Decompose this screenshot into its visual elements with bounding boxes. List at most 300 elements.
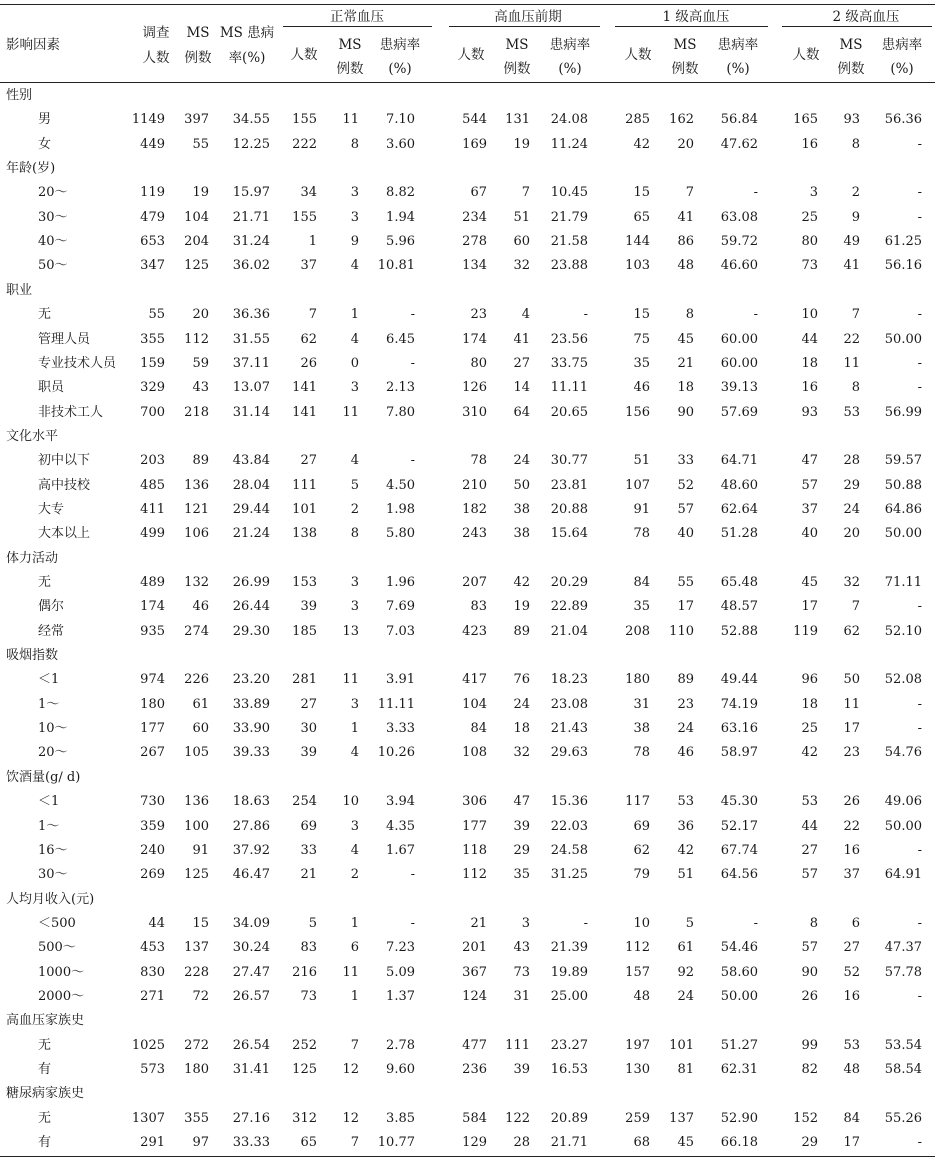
table-cell: 49.06 <box>884 794 922 810</box>
header-group-4: 2 级高血压 <box>832 9 900 25</box>
table-cell: 59.57 <box>884 453 922 469</box>
table-cell: 974 <box>140 672 165 688</box>
table-cell: 40 <box>801 526 818 542</box>
table-cell: 141 <box>292 380 317 396</box>
table-cell: 53 <box>843 404 860 420</box>
header-sub-rate-line2-1: (%) <box>388 61 412 77</box>
table-cell: 9 <box>851 209 860 225</box>
table-cell: 33.89 <box>232 696 270 712</box>
header-sub-ms-line2-2: 例数 <box>503 61 531 77</box>
table-cell: 15 <box>633 185 650 201</box>
table-cell: 355 <box>140 331 165 347</box>
section-title: 性别 <box>6 88 33 103</box>
table-cell: 240 <box>140 842 165 858</box>
table-cell: 64.86 <box>884 501 922 517</box>
table-bottom-rule <box>0 1156 935 1157</box>
table-cell: 60.00 <box>720 355 758 371</box>
table-cell: 27.86 <box>232 818 270 834</box>
table-cell: 7 <box>350 1037 359 1053</box>
table-cell: 64 <box>513 404 530 420</box>
table-cell: 19 <box>513 136 530 152</box>
table-cell: 69 <box>300 818 317 834</box>
table-cell: 5.80 <box>386 526 415 542</box>
table-cell: - <box>583 307 588 323</box>
table-cell: 29.44 <box>232 501 270 517</box>
table-cell: 50.00 <box>884 331 922 347</box>
table-cell: 73 <box>513 964 530 980</box>
table-cell: 7 <box>521 185 530 201</box>
table-cell: 80 <box>801 234 818 250</box>
table-cell: - <box>917 307 922 323</box>
table-cell: 20.29 <box>550 575 588 590</box>
table-cell: 1 <box>350 307 359 323</box>
header-ms_cases-line2: 例数 <box>184 50 212 66</box>
table-cell: 3 <box>521 915 530 931</box>
table-cell: 101 <box>669 1037 694 1053</box>
section-title: 体力活动 <box>6 550 59 566</box>
table-cell: 10.26 <box>377 745 415 761</box>
table-cell: 111 <box>505 1037 530 1053</box>
table-cell: 37 <box>300 258 317 274</box>
table-cell: 4 <box>521 307 530 323</box>
table-cell: 112 <box>184 331 209 347</box>
table-cell: 31 <box>513 988 530 1004</box>
header-sub-count-3: 人数 <box>624 47 652 63</box>
table-cell: 36.02 <box>232 258 270 274</box>
header-group-1: 正常血压 <box>330 9 384 25</box>
row-label: 40～ <box>38 234 68 250</box>
group-underline-4 <box>782 26 932 27</box>
table-cell: 3.33 <box>386 721 415 737</box>
table-cell: 104 <box>462 696 487 712</box>
row-label: ＜500 <box>38 915 76 931</box>
row-label: 高中技校 <box>38 477 91 493</box>
table-cell: - <box>917 380 922 396</box>
table-cell: 11 <box>342 672 359 688</box>
table-cell: 35 <box>633 355 650 371</box>
table-cell: 236 <box>462 1062 487 1077</box>
row-label: 职员 <box>38 380 65 396</box>
table-cell: 2.13 <box>386 380 415 396</box>
table-cell: 1.98 <box>386 501 415 517</box>
table-cell: 55 <box>677 575 694 590</box>
table-cell: 31.24 <box>232 234 270 250</box>
section-title: 吸烟指数 <box>6 648 59 664</box>
table-cell: 7 <box>851 599 860 615</box>
table-cell: - <box>917 842 922 858</box>
row-label: 10～ <box>38 721 68 737</box>
table-cell: 243 <box>462 526 487 542</box>
table-cell: - <box>917 185 922 201</box>
group-underline-1 <box>283 26 432 27</box>
header-ms_rate-line2: 率(%) <box>228 50 266 66</box>
table-cell: 23.20 <box>232 672 270 688</box>
table-cell: 174 <box>462 331 487 347</box>
table-cell: 89 <box>192 453 209 469</box>
table-cell: - <box>753 307 758 323</box>
row-label: 无 <box>38 1110 52 1126</box>
table-cell: 29.30 <box>232 623 270 639</box>
table-cell: 19 <box>513 599 530 615</box>
table-cell: 47 <box>513 794 530 810</box>
table-cell: 58.54 <box>884 1062 922 1077</box>
table-cell: 58.97 <box>720 745 758 761</box>
table-cell: 49.44 <box>720 672 758 688</box>
table-cell: 58.60 <box>720 964 758 980</box>
header-ms_rate-line1: MS 患病 <box>219 25 275 41</box>
table-cell: 117 <box>625 794 650 810</box>
table-cell: 52.88 <box>720 623 758 639</box>
table-cell: 3 <box>350 209 359 225</box>
table-cell: 285 <box>625 112 650 128</box>
table-cell: - <box>753 185 758 201</box>
table-cell: 39 <box>513 818 530 834</box>
table-cell: 57.69 <box>720 404 758 420</box>
table-cell: 41 <box>677 209 694 225</box>
table-cell: 6 <box>851 915 860 931</box>
table-cell: 25.00 <box>550 988 588 1004</box>
table-cell: 10.81 <box>377 258 415 274</box>
table-cell: 42 <box>677 842 694 858</box>
table-cell: 182 <box>462 501 487 517</box>
table-cell: 20 <box>192 307 209 323</box>
table-cell: 252 <box>292 1037 317 1053</box>
table-cell: 8.82 <box>386 185 415 201</box>
table-cell: 53.54 <box>884 1037 922 1053</box>
table-cell: 108 <box>462 745 487 761</box>
table-cell: 56.99 <box>884 404 922 420</box>
table-cell: 30.24 <box>232 940 270 956</box>
row-label: 20～ <box>38 185 68 201</box>
table-cell: - <box>917 696 922 712</box>
table-cell: 269 <box>140 867 165 883</box>
table-cell: 3 <box>350 185 359 201</box>
table-cell: 5.09 <box>386 964 415 980</box>
table-cell: 119 <box>793 623 818 639</box>
table-cell: 25 <box>801 721 818 737</box>
table-cell: 33 <box>677 453 694 469</box>
table-cell: 137 <box>669 1110 694 1126</box>
table-cell: 73 <box>801 258 818 274</box>
header-sub-ms-line2-3: 例数 <box>671 61 699 77</box>
table-cell: 197 <box>625 1037 650 1053</box>
table-cell: 218 <box>184 404 209 420</box>
table-cell: 359 <box>140 818 165 834</box>
table-cell: 101 <box>292 501 317 517</box>
table-cell: 132 <box>184 575 209 590</box>
table-cell: 53 <box>843 1037 860 1053</box>
table-cell: 8 <box>851 380 860 396</box>
table-cell: 1307 <box>131 1110 165 1126</box>
table-cell: 700 <box>140 404 165 420</box>
table-cell: 169 <box>462 136 487 152</box>
row-label: 500～ <box>38 940 76 956</box>
table-cell: 81 <box>677 1062 694 1077</box>
table-cell: 21 <box>677 355 694 371</box>
table-cell: 79 <box>633 867 650 883</box>
table-cell: 69 <box>633 818 650 834</box>
section-title: 年龄(岁) <box>6 161 56 177</box>
table-cell: 45 <box>677 331 694 347</box>
row-label: 20～ <box>38 745 68 761</box>
table-cell: 64.56 <box>720 867 758 883</box>
table-cell: 24.08 <box>550 112 588 128</box>
table-cell: 27 <box>843 940 860 956</box>
table-cell: 278 <box>462 234 487 250</box>
table-cell: 52.90 <box>720 1110 758 1126</box>
table-cell: 8 <box>350 526 359 542</box>
table-cell: 44 <box>148 915 165 931</box>
table-cell: 1149 <box>131 112 165 128</box>
table-cell: 3 <box>350 575 359 590</box>
table-cell: 17 <box>843 721 860 737</box>
section-title: 糖尿病家族史 <box>6 1086 85 1102</box>
table-cell: 130 <box>625 1062 650 1077</box>
table-cell: 27 <box>300 453 317 469</box>
table-cell: 33.90 <box>232 721 270 737</box>
table-cell: 21.39 <box>550 940 588 956</box>
table-cell: 267 <box>140 745 165 761</box>
table-cell: 21.58 <box>550 234 588 250</box>
table-cell: 91 <box>192 842 209 858</box>
table-cell: 61.25 <box>884 234 922 250</box>
header-sub-count-2: 人数 <box>457 47 485 63</box>
table-cell: 25 <box>801 209 818 225</box>
table-cell: 13 <box>342 623 359 639</box>
table-cell: 60 <box>513 234 530 250</box>
table-cell: 33 <box>300 842 317 858</box>
table-cell: 180 <box>184 1062 209 1077</box>
table-cell: 57 <box>801 940 818 956</box>
table-cell: 39.13 <box>720 380 758 396</box>
table-cell: 75 <box>633 331 650 347</box>
table-cell: 22 <box>843 331 860 347</box>
table-cell: 185 <box>292 623 317 639</box>
table-cell: 18.23 <box>550 672 588 688</box>
table-cell: 112 <box>625 940 650 956</box>
table-cell: 3.91 <box>386 672 415 688</box>
table-cell: 22.89 <box>550 599 588 615</box>
table-cell: 53 <box>801 794 818 810</box>
table-cell: 17 <box>677 599 694 615</box>
table-cell: 93 <box>843 112 860 128</box>
table-cell: 60.00 <box>720 331 758 347</box>
header-sub-rate-line1-2: 患病率 <box>549 37 591 53</box>
table-cell: 105 <box>184 745 209 761</box>
table-cell: 10.45 <box>550 185 588 201</box>
table-cell: 44 <box>801 818 818 834</box>
table-cell: 93 <box>801 404 818 420</box>
table-cell: 37 <box>843 867 860 883</box>
table-cell: 18 <box>513 721 530 737</box>
table-cell: 134 <box>462 258 487 274</box>
table-cell: 18.63 <box>232 794 270 810</box>
table-cell: 38 <box>633 721 650 737</box>
table-cell: 62 <box>633 842 650 858</box>
table-cell: 11.11 <box>377 696 415 712</box>
table-cell: 2 <box>851 185 860 201</box>
table-cell: 38 <box>513 501 530 517</box>
table-cell: 3 <box>809 185 818 201</box>
table-cell: 8 <box>809 915 818 931</box>
table-cell: 78 <box>633 526 650 542</box>
table-cell: 36.36 <box>232 307 270 323</box>
table-cell: 10 <box>633 915 650 931</box>
table-cell: 21 <box>470 915 487 931</box>
table-cell: 59.72 <box>720 234 758 250</box>
table-cell: 34 <box>300 185 317 201</box>
table-cell: 7.69 <box>386 599 415 615</box>
table-cell: 110 <box>669 623 694 639</box>
section-title: 饮酒量(g/ d) <box>6 769 81 785</box>
table-cell: 82 <box>801 1062 818 1077</box>
table-cell: 39 <box>300 745 317 761</box>
table-cell: 9 <box>350 234 359 250</box>
row-label: 男 <box>38 112 52 128</box>
table-cell: 23 <box>677 696 694 712</box>
table-cell: 11 <box>843 355 860 371</box>
table-cell: 29 <box>843 477 860 493</box>
table-cell: 10.77 <box>377 1135 415 1151</box>
table-cell: 83 <box>470 599 487 615</box>
table-cell: 34.09 <box>232 915 270 931</box>
table-cell: 8 <box>685 307 694 323</box>
table-cell: 78 <box>470 453 487 469</box>
table-cell: 65.48 <box>720 575 758 590</box>
table-cell: 4 <box>350 745 359 761</box>
header-sub-ms-line1-2: MS <box>505 37 529 53</box>
table-cell: 137 <box>184 940 209 956</box>
table-cell: 156 <box>625 404 650 420</box>
table-cell: 56.84 <box>720 112 758 128</box>
table-cell: 39 <box>300 599 317 615</box>
table-cell: 208 <box>625 623 650 639</box>
table-cell: 38 <box>513 526 530 542</box>
table-cell: 18 <box>801 696 818 712</box>
table-cell: 1.37 <box>386 988 415 1004</box>
row-label: 大专 <box>38 501 65 517</box>
table-cell: 21 <box>300 867 317 883</box>
table-cell: 477 <box>462 1037 487 1053</box>
table-cell: 26 <box>801 988 818 1004</box>
table-cell: 162 <box>669 112 694 128</box>
table-cell: 31.55 <box>232 331 270 347</box>
table-cell: 207 <box>462 575 487 590</box>
table-cell: 153 <box>292 575 317 590</box>
table-cell: 27 <box>513 355 530 371</box>
row-label: ＜1 <box>38 794 60 810</box>
table-cell: 125 <box>184 867 209 883</box>
table-cell: 125 <box>184 258 209 274</box>
table-cell: 1 <box>350 721 359 737</box>
table-cell: 50.00 <box>884 818 922 834</box>
table-cell: 4 <box>350 453 359 469</box>
table-cell: 48 <box>677 258 694 274</box>
table-cell: - <box>410 453 415 469</box>
table-cell: 78 <box>633 745 650 761</box>
table-cell: 5 <box>308 915 317 931</box>
row-label: 女 <box>38 136 52 152</box>
table-cell: 37.92 <box>232 842 270 858</box>
table-cell: 28 <box>513 1135 530 1151</box>
table-cell: 84 <box>633 575 650 590</box>
table-cell: 411 <box>140 501 165 517</box>
table-cell: 89 <box>513 623 530 639</box>
table-cell: 136 <box>184 477 209 493</box>
row-label: 偶尔 <box>38 599 65 615</box>
table-cell: 7 <box>350 1135 359 1151</box>
table-cell: 51.27 <box>720 1037 758 1053</box>
table-cell: 159 <box>140 355 165 371</box>
table-cell: 86 <box>677 234 694 250</box>
table-cell: 64.71 <box>720 453 758 469</box>
table-cell: 10 <box>342 794 359 810</box>
table-cell: 11 <box>342 404 359 420</box>
table-cell: 16.53 <box>550 1062 588 1077</box>
table-cell: 43 <box>513 940 530 956</box>
table-cell: 222 <box>292 136 317 152</box>
table-cell: 68 <box>633 1135 650 1151</box>
row-label: 1000～ <box>38 964 85 980</box>
table-cell: 653 <box>140 234 165 250</box>
table-cell: 254 <box>292 794 317 810</box>
table-cell: 259 <box>625 1110 650 1126</box>
table-cell: 5.96 <box>386 234 415 250</box>
header-sub-rate-line2-2: (%) <box>558 61 582 77</box>
table-cell: 21.79 <box>550 209 588 225</box>
table-cell: - <box>917 1135 922 1151</box>
table-cell: 29 <box>801 1135 818 1151</box>
table-cell: 355 <box>184 1110 209 1126</box>
row-label: 大本以上 <box>38 526 91 542</box>
table-cell: 39 <box>513 1062 530 1077</box>
table-cell: - <box>917 136 922 152</box>
table-cell: 152 <box>793 1110 818 1126</box>
row-label: 经常 <box>38 623 65 639</box>
table-cell: 55 <box>148 307 165 323</box>
table-cell: 281 <box>292 672 317 688</box>
table-cell: 65 <box>300 1135 317 1151</box>
header-sub-rate-line1-4: 患病率 <box>881 37 923 53</box>
table-cell: 29 <box>513 842 530 858</box>
table-cell: 19.89 <box>550 964 588 980</box>
table-cell: 64.91 <box>884 867 922 883</box>
table-cell: 489 <box>140 575 165 590</box>
table-cell: 1.94 <box>386 209 415 225</box>
header-sub-rate-line2-4: (%) <box>890 61 914 77</box>
table-cell: 62 <box>843 623 860 639</box>
table-cell: 12.25 <box>232 136 270 152</box>
table-cell: 50.00 <box>720 988 758 1004</box>
table-cell: - <box>410 915 415 931</box>
table-cell: 23 <box>470 307 487 323</box>
table-cell: 138 <box>292 526 317 542</box>
table-cell: 43.84 <box>232 453 270 469</box>
row-label: 50～ <box>38 258 68 274</box>
table-cell: 23.08 <box>550 696 588 712</box>
table-cell: 46 <box>192 599 209 615</box>
table-cell: 16 <box>843 842 860 858</box>
table-cell: 28.04 <box>232 477 270 493</box>
table-cell: 423 <box>462 623 487 639</box>
table-cell: 216 <box>292 964 317 980</box>
table-cell: 51 <box>513 209 530 225</box>
table-cell: 31.25 <box>550 867 588 883</box>
table-cell: 122 <box>505 1110 530 1126</box>
table-cell: 272 <box>184 1037 209 1053</box>
table-cell: 180 <box>625 672 650 688</box>
section-title: 高血压家族史 <box>6 1013 85 1029</box>
